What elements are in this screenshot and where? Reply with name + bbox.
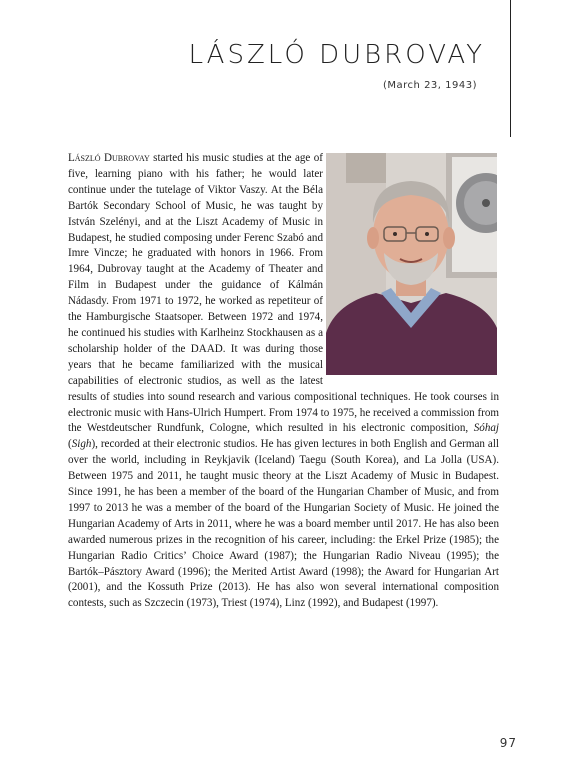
work-title-translation: Sigh <box>71 438 92 451</box>
work-title: Sóhaj <box>473 422 499 435</box>
page-number: 97 <box>499 736 517 750</box>
vertical-rule <box>510 0 511 137</box>
biography-text <box>68 151 499 612</box>
biography-part-2: ( <box>68 438 72 451</box>
photo-wrap-spacer <box>323 151 499 379</box>
biography-part-1: started his music studies at the age of five, learning piano with his father; he would later continue under the tutelage of Viktor Vaszy. At the Béla Bartók Secondary School of Music, he was taught by István Szelényi, and at the Liszt Academy of Music in Budapest, he studied composing under Ferenc Szabó and Imre Vincze; he graduated with honors in 1966. From 1964, Dubrovay taught at the Academy of Theater and Film in Budapest under the guidance of Kálmán Nádasdy. From 1971 to 1972, he worked as repetiteur of the Hamburgische Staatsoper. Between 1972 and 1974, he continued his studies with Karlheinz Stockhausen as a scholarship holder of the DAAD. It was during those years that he became familiarized with the musical capabilities of electronic studios, as well as the latest results of studies into sound research and various compositional techniques. He took courses in electronic music with Hans-Ulrich Humpert. From 1974 to 1975, he received a commission from the Westdeutscher Rundfunk, Cologne, which resulted in his electronic composition, <box>68 152 500 435</box>
birth-date: (March 23, 1943) <box>383 80 477 91</box>
biography-part-3: ), recorded at their electronic studios. He has given lectures in both English and German all over the world, including in Reykjavik (Iceland) Taegu (South Korea), and La Jolla (USA). Between 1975 and 2011, he taught music theory at the Liszt Academy of Music in Budapest. Since 1991, he has been a member of the board of the Hungarian Chamber of Music, and from 1997 to 2013 he was a member of the board of the Hungarian Society of Music. He joined the Hungarian Academy of Arts in 2011, where he was a board member until 2017. He has also been awarded numerous prizes in the recognition of his career, including: the Erkel Prize (1985); the Hungarian Radio Critics’ Choice Award (1987); the Hungarian Radio Niveau (1995); the Bartók–Pásztory Award (1996); the Merited Artist Award (1998); the Award for Hungarian Art (2001), and the Kossuth Prize (2013). He has also won several international composition contests, such as Szczecin (1973), Triest (1974), Linz (1992), and Budapest (1997). <box>68 438 499 610</box>
subject-name-smallcaps: László Dubrovay <box>68 152 150 164</box>
person-name-heading: LÁSZLÓ DUBROVAY <box>188 40 485 70</box>
